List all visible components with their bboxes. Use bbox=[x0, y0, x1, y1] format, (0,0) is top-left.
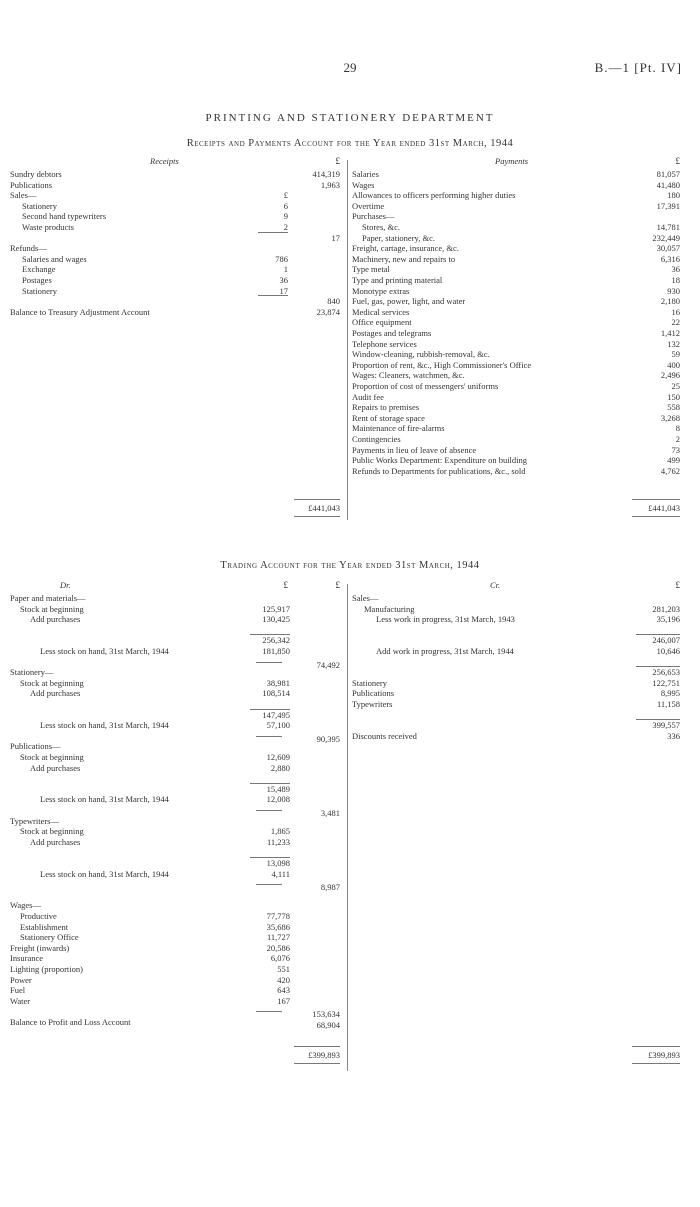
debit-label: Add purchases bbox=[30, 688, 81, 699]
debit-amount: 11,727 bbox=[266, 932, 290, 943]
debit-amount: 77,778 bbox=[266, 911, 290, 921]
credit-currency: £ bbox=[675, 580, 680, 590]
receipt-label: Refunds— bbox=[10, 243, 47, 254]
receipts-payments-title: Receipts and Payments Account for the Year ended 31st March, 1944 bbox=[186, 138, 514, 149]
receipt-label: Sales— bbox=[10, 190, 37, 201]
debit-amount: 256,342 bbox=[262, 635, 290, 646]
payment-amount: 81,057 bbox=[656, 169, 680, 179]
debit-amount: 6,076 bbox=[270, 953, 290, 964]
payment-label: Refunds to Departments for publications, &c., sold bbox=[352, 465, 526, 476]
payment-amount: 22 bbox=[671, 317, 680, 328]
payment-amount: 499 bbox=[667, 455, 680, 466]
debit-label: Lighting (proportion) bbox=[10, 964, 83, 974]
payment-amount: 132 bbox=[667, 338, 680, 349]
debit-amount: 11,233 bbox=[266, 836, 290, 847]
payment-amount: 1,412 bbox=[660, 328, 680, 338]
receipt-total: 17 bbox=[331, 232, 340, 243]
credit-label: Publications bbox=[352, 688, 395, 699]
debit-currency-b: £ bbox=[335, 580, 340, 590]
payment-label: Machinery, new and repairs to bbox=[352, 253, 456, 264]
debit-total: 74,492 bbox=[316, 659, 340, 670]
credit-amount: 11,158 bbox=[656, 699, 680, 709]
payment-label: Freight, cartage, insurance, &c. bbox=[352, 243, 459, 254]
payment-amount: 18 bbox=[671, 275, 680, 285]
debit-total: 3,481 bbox=[320, 808, 340, 818]
receipt-subtotal-rule bbox=[258, 232, 288, 233]
receipt-amount: 6 bbox=[283, 200, 288, 211]
receipt-label: Publications bbox=[10, 179, 53, 190]
debit-dash bbox=[256, 736, 282, 737]
credit-label: Less work in progress, 31st March, 1943 bbox=[376, 614, 515, 625]
credit-label: Discounts received bbox=[352, 730, 417, 741]
debit-label: Less stock on hand, 31st March, 1944 bbox=[40, 720, 169, 731]
debit-dash bbox=[256, 662, 282, 663]
receipt-label: Waste products bbox=[22, 222, 74, 232]
trading-account-title: Trading Account for the Year ended 31st March, 1944 bbox=[220, 560, 480, 571]
debit-total: 90,395 bbox=[316, 733, 340, 744]
payment-label: Overtime bbox=[352, 200, 385, 211]
debit-dash bbox=[256, 810, 282, 811]
receipt-amount: 17 bbox=[279, 285, 288, 296]
payment-amount: 6,316 bbox=[660, 253, 680, 264]
receipt-amount: 36 bbox=[279, 275, 288, 285]
receipt-label: Salaries and wages bbox=[22, 253, 87, 264]
debit-total: 68,904 bbox=[316, 1020, 340, 1030]
debit-amount: 420 bbox=[277, 974, 290, 985]
receipt-label: Stationery bbox=[22, 200, 57, 211]
payment-label: Type and printing material bbox=[352, 275, 443, 285]
payment-label: Audit fee bbox=[352, 391, 384, 402]
debit-label: Power bbox=[10, 974, 32, 985]
payment-label: Office equipment bbox=[352, 317, 412, 328]
credit-amount: 8,995 bbox=[660, 688, 680, 699]
debit-label: Typewriters— bbox=[10, 815, 59, 826]
receipt-total: 414,319 bbox=[312, 169, 340, 179]
payments-grand-total: £441,043 bbox=[648, 503, 680, 513]
credit-total-rule bbox=[632, 1046, 680, 1047]
payment-amount: 180 bbox=[667, 190, 680, 201]
debit-label: Add purchases bbox=[30, 762, 81, 773]
credit-label: Typewriters bbox=[352, 699, 393, 709]
payment-amount: 400 bbox=[667, 359, 680, 370]
payment-amount: 930 bbox=[667, 285, 680, 296]
receipt-total: 1,963 bbox=[320, 179, 340, 190]
payments-total-rule bbox=[632, 499, 680, 500]
payment-amount: 150 bbox=[667, 391, 680, 402]
debit-label: Publications— bbox=[10, 741, 61, 752]
payments-heading: Payments bbox=[495, 156, 529, 166]
payment-amount: 30,057 bbox=[656, 243, 680, 254]
payment-label: Public Works Department: Expenditure on building bbox=[352, 455, 528, 466]
payment-label: Type metal bbox=[352, 264, 390, 275]
payment-amount: 2,180 bbox=[660, 296, 680, 307]
payment-label: Payments in lieu of leave of absence bbox=[352, 444, 477, 455]
debit-label: Add purchases bbox=[30, 836, 81, 847]
payment-label: Monotype extras bbox=[352, 285, 410, 296]
credit-heading: Cr. bbox=[490, 580, 501, 590]
center-divider bbox=[347, 160, 348, 520]
payment-amount: 8 bbox=[675, 423, 680, 434]
debit-label: Less stock on hand, 31st March, 1944 bbox=[40, 868, 169, 879]
payment-label: Proportion of rent, &c., High Commissioner's Office bbox=[352, 359, 532, 370]
debit-currency-a: £ bbox=[283, 580, 288, 590]
debit-dash bbox=[256, 1011, 282, 1012]
debit-label: Freight (inwards) bbox=[10, 942, 70, 953]
payment-amount: 36 bbox=[671, 264, 680, 275]
debit-label: Balance to Profit and Loss Account bbox=[10, 1017, 131, 1027]
payment-label: Allowances to officers performing higher duties bbox=[352, 190, 516, 201]
payment-amount: 16 bbox=[671, 306, 680, 317]
receipt-label: Second hand typewriters bbox=[22, 211, 107, 222]
payment-label: Rent of storage space bbox=[352, 412, 425, 423]
debit-label: Wages— bbox=[10, 900, 41, 911]
credit-label: Manufacturing bbox=[364, 603, 415, 614]
payments-total-underline bbox=[632, 516, 680, 517]
debit-dash bbox=[256, 884, 282, 885]
debit-amount: 147,495 bbox=[262, 709, 290, 720]
debit-label: Stationery— bbox=[10, 667, 54, 678]
department-title: PRINTING AND STATIONERY DEPARTMENT bbox=[205, 112, 495, 124]
debit-label: Stock at beginning bbox=[20, 826, 84, 837]
payment-label: Maintenance of fire-alarms bbox=[352, 423, 445, 434]
debit-amount: 643 bbox=[277, 985, 290, 996]
payment-label: Purchases— bbox=[352, 211, 395, 222]
payment-label: Paper, stationery, &c. bbox=[362, 232, 435, 243]
payment-amount: 2 bbox=[675, 434, 680, 444]
payments-currency: £ bbox=[675, 156, 680, 166]
payment-label: Proportion of cost of messengers' uniforms bbox=[352, 381, 499, 391]
credit-amount: 281,203 bbox=[652, 603, 680, 614]
receipt-label: Stationery bbox=[22, 285, 57, 296]
debit-label: Stationery Office bbox=[20, 932, 79, 943]
payment-label: Telephone services bbox=[352, 338, 417, 349]
debit-label: Stock at beginning bbox=[20, 752, 84, 762]
debit-amount: 130,425 bbox=[262, 614, 290, 625]
debit-label: Productive bbox=[20, 911, 57, 921]
receipt-label: Balance to Treasury Adjustment Account bbox=[10, 306, 150, 317]
payment-amount: 4,762 bbox=[660, 465, 680, 476]
credit-amount: 336 bbox=[667, 730, 680, 741]
debit-label: Water bbox=[10, 995, 31, 1006]
debit-amount: 181,850 bbox=[262, 646, 290, 656]
credit-amount: 246,007 bbox=[652, 635, 680, 646]
receipts-heading: Receipts bbox=[150, 156, 179, 166]
receipts-total-underline bbox=[294, 516, 340, 517]
credit-amount: 10,646 bbox=[656, 646, 680, 656]
receipts-total-rule bbox=[294, 499, 340, 500]
payment-label: Fuel, gas, power, light, and water bbox=[352, 296, 466, 307]
payment-amount: 3,268 bbox=[660, 412, 680, 423]
credit-amount: 122,751 bbox=[652, 677, 680, 688]
payment-amount: 2,496 bbox=[660, 370, 680, 381]
receipt-label: Postages bbox=[22, 275, 52, 285]
debit-amount: 2,880 bbox=[270, 762, 290, 773]
debit-amount: 4,111 bbox=[271, 868, 290, 879]
credit-label: Stationery bbox=[352, 677, 387, 688]
payment-amount: 25 bbox=[671, 381, 680, 391]
debit-label: Stock at beginning bbox=[20, 603, 84, 614]
debit-amount: 125,917 bbox=[262, 603, 290, 614]
payment-label: Postages and telegrams bbox=[352, 328, 432, 338]
payment-label: Contingencies bbox=[352, 434, 401, 444]
page-number: 29 bbox=[343, 60, 357, 75]
debit-total-underline bbox=[294, 1063, 340, 1064]
receipt-amount: 1 bbox=[283, 264, 288, 275]
debit-amount: 108,514 bbox=[262, 688, 290, 699]
payment-amount: 73 bbox=[671, 444, 680, 455]
payment-amount: 14,781 bbox=[656, 222, 680, 232]
credit-grand-total: £399,893 bbox=[648, 1050, 680, 1060]
debit-amount: 35,686 bbox=[266, 921, 290, 932]
receipts-grand-total: £441,043 bbox=[308, 503, 340, 513]
debit-label: Less stock on hand, 31st March, 1944 bbox=[40, 794, 169, 805]
payment-label: Wages bbox=[352, 179, 375, 190]
receipt-total: 840 bbox=[327, 296, 340, 307]
debit-label: Less stock on hand, 31st March, 1944 bbox=[40, 646, 169, 656]
payment-label: Salaries bbox=[352, 169, 379, 179]
payment-amount: 41,480 bbox=[656, 179, 680, 190]
debit-total: 8,987 bbox=[320, 882, 340, 893]
receipts-currency: £ bbox=[335, 156, 340, 166]
debit-label: Stock at beginning bbox=[20, 677, 84, 688]
debit-amount: 551 bbox=[277, 964, 290, 974]
receipt-label: Sundry debtors bbox=[10, 169, 62, 179]
debit-label: Paper and materials— bbox=[10, 593, 86, 603]
receipt-amount: £ bbox=[283, 190, 288, 201]
debit-amount: 12,008 bbox=[266, 794, 290, 805]
debit-heading: Dr. bbox=[60, 580, 71, 590]
debit-amount: 38,981 bbox=[266, 677, 290, 688]
credit-amount: 35,196 bbox=[656, 614, 680, 625]
credit-label: Sales— bbox=[352, 593, 379, 603]
debit-label: Add purchases bbox=[30, 614, 81, 625]
payment-label: Window-cleaning, rubbish-removal, &c. bbox=[352, 349, 490, 360]
payment-amount: 558 bbox=[667, 402, 680, 413]
receipt-amount: 9 bbox=[283, 211, 288, 222]
debit-grand-total: £399,893 bbox=[308, 1050, 340, 1060]
payment-label: Wages: Cleaners, watchmen, &c. bbox=[352, 370, 465, 381]
payment-amount: 17,391 bbox=[656, 200, 680, 211]
receipt-subtotal-rule bbox=[258, 295, 288, 296]
debit-label: Fuel bbox=[10, 985, 26, 996]
debit-label: Insurance bbox=[10, 953, 44, 964]
credit-amount: 256,653 bbox=[652, 667, 680, 678]
debit-amount: 57,100 bbox=[266, 720, 290, 731]
payment-amount: 59 bbox=[671, 349, 680, 360]
debit-amount: 12,609 bbox=[266, 752, 290, 762]
payment-amount: 232,449 bbox=[652, 232, 680, 243]
debit-label: Establishment bbox=[20, 921, 69, 932]
debit-amount: 15,489 bbox=[266, 783, 290, 794]
payment-label: Repairs to premises bbox=[352, 402, 420, 413]
credit-amount: 399,557 bbox=[652, 720, 680, 731]
payment-label: Medical services bbox=[352, 306, 410, 317]
debit-amount: 1,865 bbox=[270, 826, 290, 837]
receipt-amount: 786 bbox=[275, 253, 288, 264]
receipt-total: 23,874 bbox=[316, 306, 340, 317]
debit-amount: 167 bbox=[277, 995, 290, 1006]
page-reference: B.—1 [Pt. IV] bbox=[594, 60, 682, 75]
credit-label: Add work in progress, 31st March, 1944 bbox=[376, 646, 514, 656]
debit-total: 153,634 bbox=[312, 1009, 340, 1020]
debit-total-rule bbox=[294, 1046, 340, 1047]
receipt-label: Exchange bbox=[22, 264, 56, 275]
trading-center-divider bbox=[347, 584, 348, 1071]
debit-amount: 20,586 bbox=[266, 942, 290, 953]
receipt-amount: 2 bbox=[283, 222, 288, 232]
debit-amount: 13,098 bbox=[266, 858, 290, 868]
payment-label: Stores, &c. bbox=[362, 222, 401, 232]
credit-total-underline bbox=[632, 1063, 680, 1064]
